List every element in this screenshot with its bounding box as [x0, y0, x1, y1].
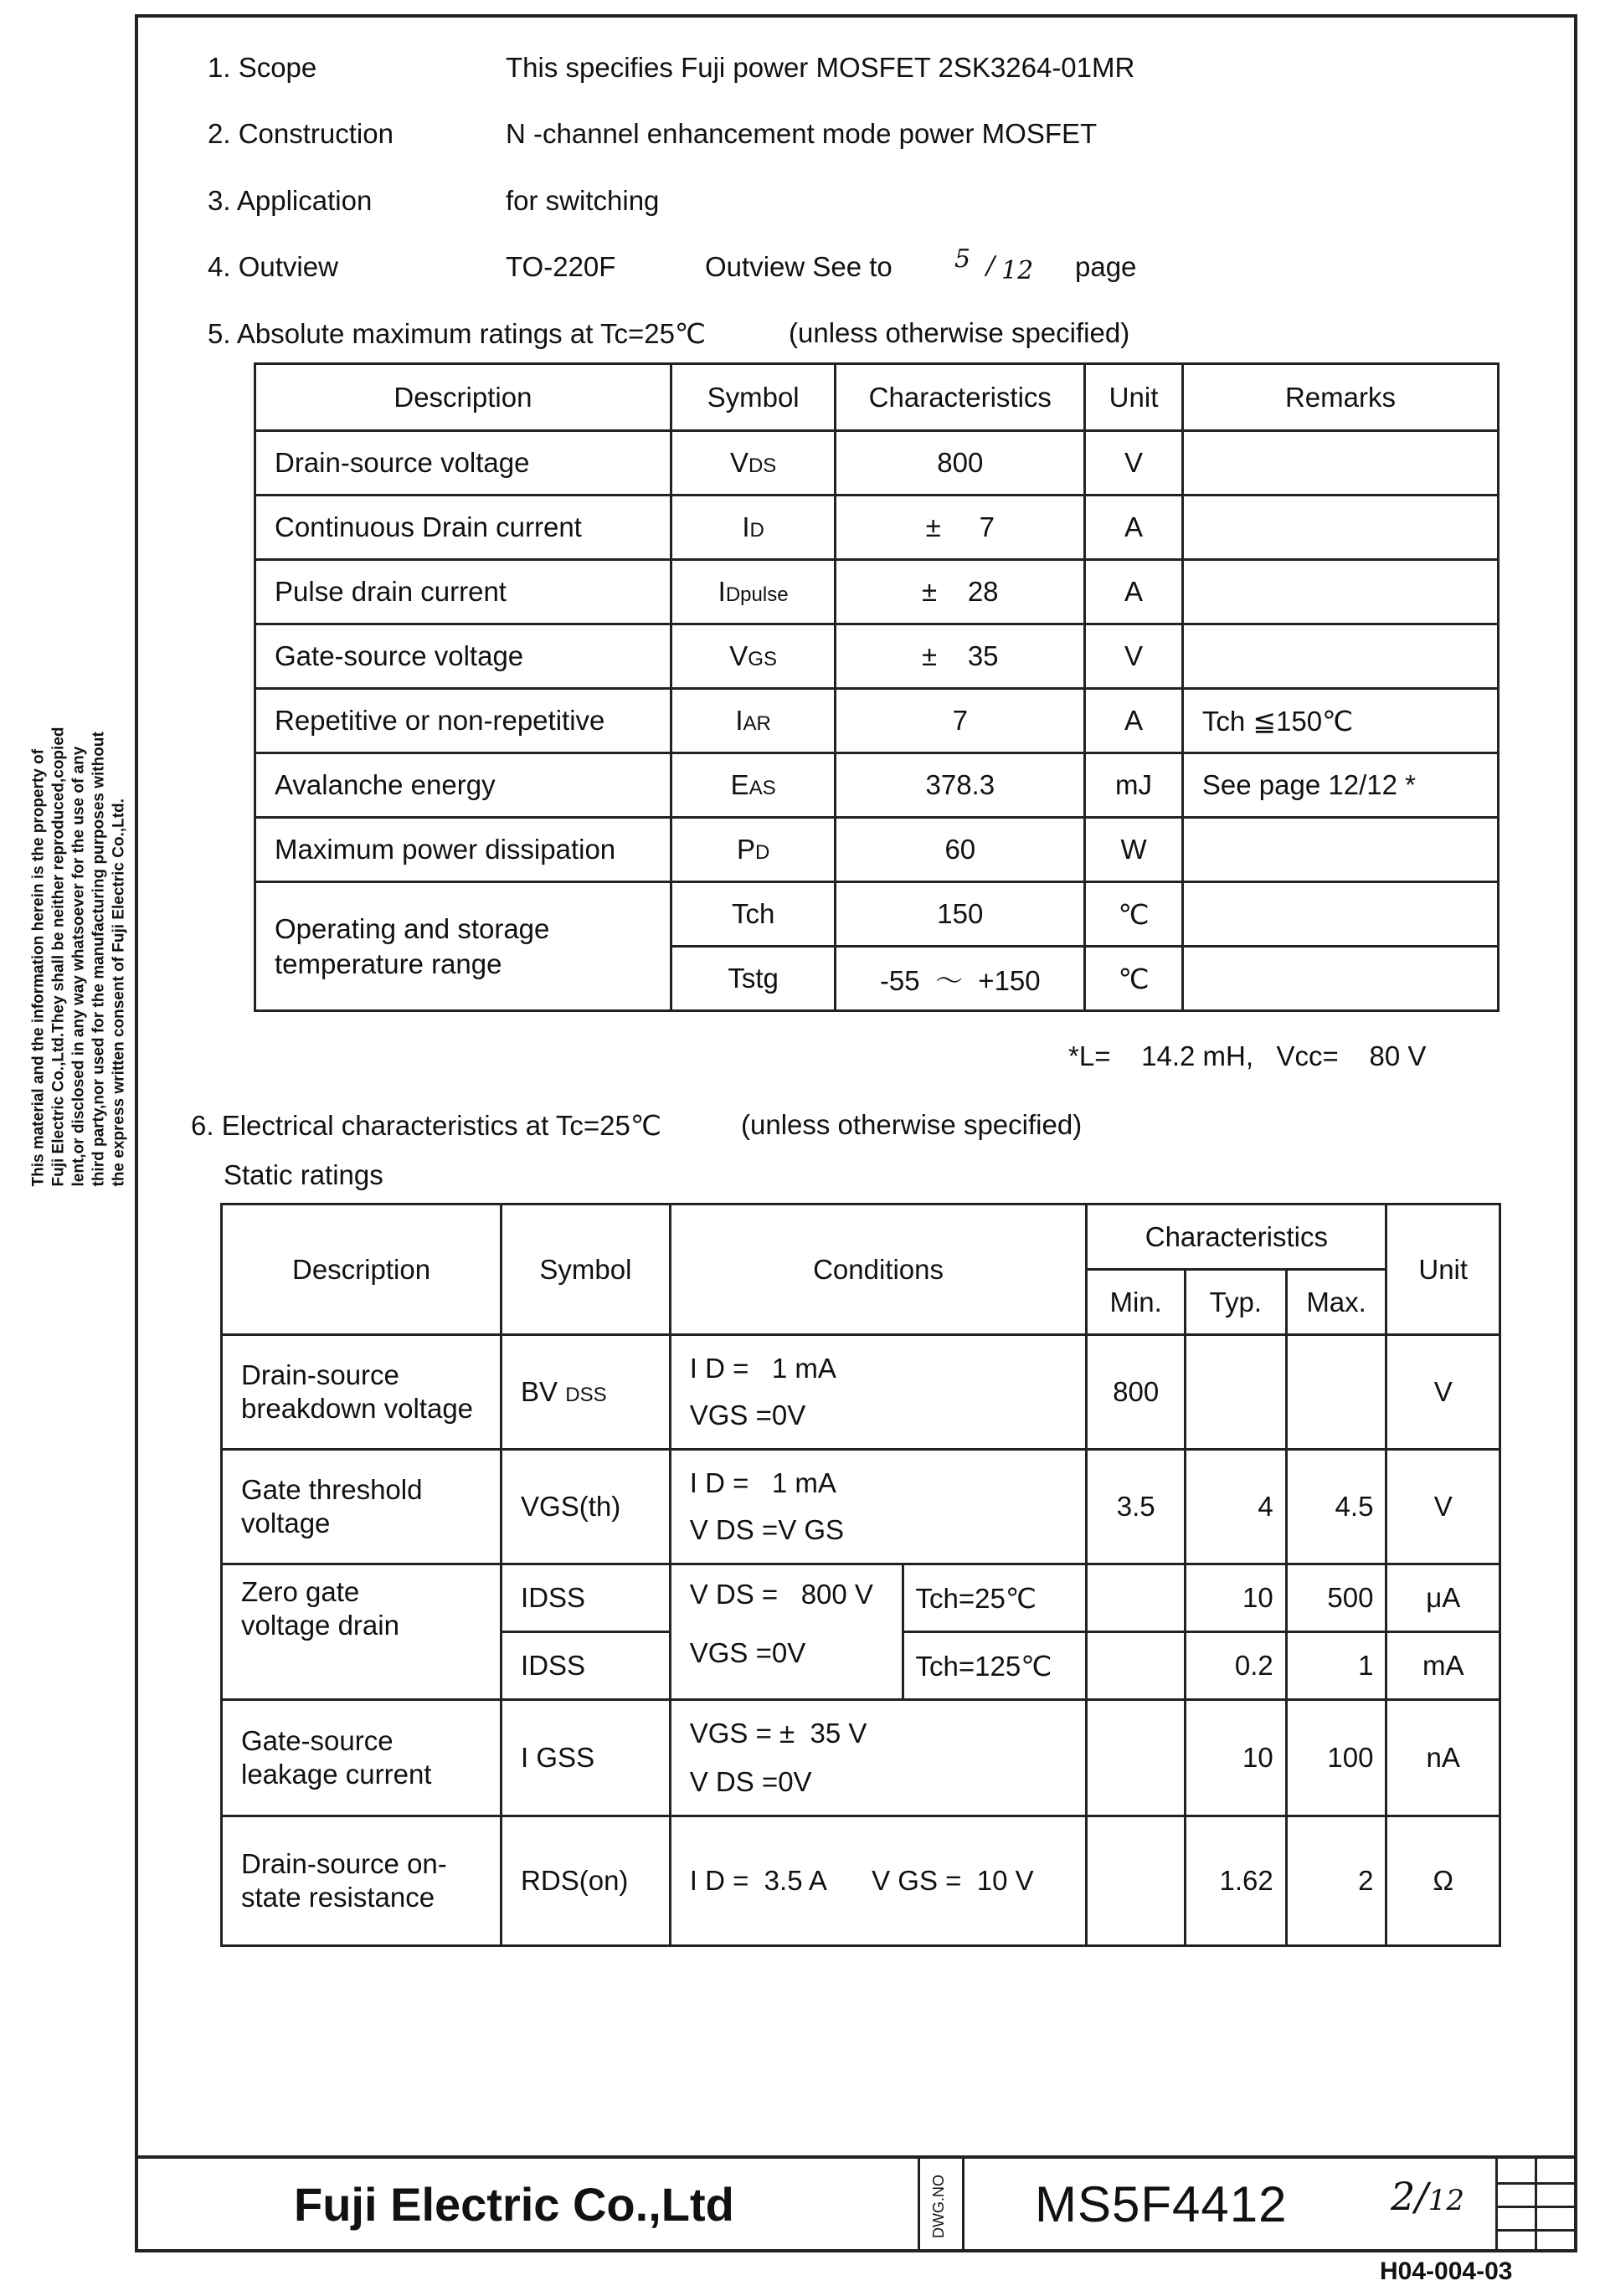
row-unit: nA	[1386, 1700, 1500, 1816]
header-unit: Unit	[1386, 1205, 1500, 1335]
row-description: Drain-source breakdown voltage	[222, 1335, 502, 1450]
header-symbol: Symbol	[671, 364, 836, 431]
application-label: 3. Application	[208, 185, 373, 216]
row-max: 1	[1286, 1632, 1386, 1700]
grid-line	[1535, 2159, 1537, 2252]
row-symbol: PD	[671, 818, 836, 882]
row-unit: ℃	[1085, 947, 1183, 1011]
row-max	[1286, 1335, 1386, 1450]
notice-line: Fuji Electric Co.,Ltd.They shall be neither reproduced,copied	[49, 727, 68, 1187]
table-row	[222, 1335, 1500, 1450]
row-max: 2	[1286, 1816, 1386, 1946]
row-remarks	[1182, 818, 1498, 882]
row-description: Pulse drain current	[255, 560, 671, 624]
row-value: 378.3	[836, 753, 1085, 818]
header-symbol: Symbol	[502, 1205, 671, 1335]
static-title: Static ratings	[224, 1159, 383, 1190]
outview-page-slash: /	[986, 251, 995, 280]
row-unit: V	[1386, 1335, 1500, 1450]
elec-title-note: (unless otherwise specified)	[741, 1109, 1083, 1140]
row-condition-temp: Tch=25℃	[903, 1564, 1087, 1632]
notice-line: lent,or disclosed in any way whatsoever for the use of any	[69, 746, 88, 1187]
drawing-number: MS5F4412	[1035, 2176, 1288, 2232]
row-symbol: IDSS	[502, 1632, 671, 1700]
row-unit: W	[1085, 818, 1183, 882]
notice-line: This material and the information herein is the property of	[29, 748, 48, 1187]
row-typ	[1185, 1335, 1286, 1450]
row-description: Avalanche energy	[255, 753, 671, 818]
outview-package: TO-220F	[506, 251, 616, 282]
row-min	[1087, 1816, 1186, 1946]
scope-label: 1. Scope	[208, 52, 317, 83]
header-unit: Unit	[1085, 364, 1183, 431]
row-symbol: VDS	[671, 431, 836, 496]
notice-line: third party,nor used for the manufacturing purposes without	[90, 732, 108, 1187]
row-min: 800	[1087, 1335, 1186, 1450]
row-symbol: ID	[671, 496, 836, 560]
row-min	[1087, 1564, 1186, 1632]
elec-title-main: 6. Electrical characteristics at Tc=25℃	[191, 1110, 661, 1141]
row-remarks	[1182, 431, 1498, 496]
grid-line	[1498, 2229, 1577, 2232]
outview-page-total: 12	[1001, 256, 1034, 285]
table-row	[222, 1700, 1500, 1816]
row-typ: 10	[1185, 1700, 1286, 1816]
row-unit: ℃	[1085, 882, 1183, 947]
absolute-ratings-table	[254, 362, 1500, 1012]
table-row	[222, 1816, 1500, 1946]
row-remarks	[1182, 624, 1498, 689]
row-symbol: VGS	[671, 624, 836, 689]
table-row	[255, 496, 1499, 560]
row-unit: mA	[1386, 1632, 1500, 1700]
header-description: Description	[222, 1205, 502, 1335]
header-description: Description	[255, 364, 671, 431]
row-max: 100	[1286, 1700, 1386, 1816]
row-symbol: RDS(on)	[502, 1816, 671, 1946]
row-min: 3.5	[1087, 1450, 1186, 1564]
row-min	[1087, 1632, 1186, 1700]
row-symbol: I GSS	[502, 1700, 671, 1816]
row-max: 500	[1286, 1564, 1386, 1632]
table-header-row	[255, 364, 1499, 431]
row-typ: 10	[1185, 1564, 1286, 1632]
row-value: -55 ～ +150	[836, 947, 1085, 1011]
row-remarks	[1182, 560, 1498, 624]
row-value: ± 7	[836, 496, 1085, 560]
row-value: ± 35	[836, 624, 1085, 689]
table-row	[255, 818, 1499, 882]
row-symbol: IDpulse	[671, 560, 836, 624]
row-min	[1087, 1700, 1186, 1816]
row-typ: 0.2	[1185, 1632, 1286, 1700]
row-remarks	[1182, 947, 1498, 1011]
outview-page-word: page	[1075, 251, 1137, 282]
row-value: ± 28	[836, 560, 1085, 624]
row-remarks	[1182, 882, 1498, 947]
header-min: Min.	[1087, 1270, 1186, 1335]
outview-label: 4. Outview	[208, 251, 338, 282]
table-row	[222, 1564, 1500, 1632]
row-remarks	[1182, 496, 1498, 560]
row-conditions: V DS = 800 V VGS =0V	[670, 1564, 903, 1700]
grid-line	[1498, 2182, 1577, 2185]
row-typ: 1.62	[1185, 1816, 1286, 1946]
row-condition-temp: Tch=125℃	[903, 1632, 1087, 1700]
row-description: Continuous Drain current	[255, 496, 671, 560]
row-conditions: I D = 1 mA V DS =V GS	[670, 1450, 1087, 1564]
title-block	[135, 2155, 1577, 2252]
row-unit: V	[1085, 431, 1183, 496]
table-row	[255, 560, 1499, 624]
row-conditions: I D = 3.5 A V GS = 10 V	[670, 1816, 1087, 1946]
table-row	[222, 1450, 1500, 1564]
table-row	[255, 882, 1499, 947]
table-row	[255, 753, 1499, 818]
row-max: 4.5	[1286, 1450, 1386, 1564]
header-max: Max.	[1286, 1270, 1386, 1335]
row-symbol: IDSS	[502, 1564, 671, 1632]
header-conditions: Conditions	[670, 1205, 1087, 1335]
dwg-label: DWG.NO	[930, 2175, 947, 2238]
row-value: 800	[836, 431, 1085, 496]
table-row	[255, 624, 1499, 689]
table-row	[255, 689, 1499, 753]
row-symbol: IAR	[671, 689, 836, 753]
grid-line	[1498, 2206, 1577, 2208]
abs-footnote: *L= 14.2 mH, Vcc= 80 V	[1068, 1040, 1427, 1071]
row-symbol: EAS	[671, 753, 836, 818]
row-description: Zero gate voltage drain	[222, 1564, 502, 1700]
row-symbol: Tstg	[671, 947, 836, 1011]
header-characteristics: Characteristics	[836, 364, 1085, 431]
page-number: 2/12	[1391, 2174, 1465, 2219]
row-description: Repetitive or non-repetitive	[255, 689, 671, 753]
row-typ: 4	[1185, 1450, 1286, 1564]
table-header-row	[222, 1205, 1500, 1270]
notice-line: the express written consent of Fuji Electric Co.,Ltd.	[110, 799, 128, 1187]
row-description: Drain-source voltage	[255, 431, 671, 496]
row-description: Operating and storage temperature range	[255, 882, 671, 1011]
table-row	[255, 431, 1499, 496]
row-unit: V	[1386, 1450, 1500, 1564]
row-description: Maximum power dissipation	[255, 818, 671, 882]
abs-title-main: 5. Absolute maximum ratings at Tc=25℃	[208, 318, 706, 349]
row-symbol: VGS(th)	[502, 1450, 671, 1564]
construction-label: 2. Construction	[208, 118, 394, 149]
row-value: 60	[836, 818, 1085, 882]
abs-title-note: (unless otherwise specified)	[789, 317, 1130, 348]
row-description: Gate-source leakage current	[222, 1700, 502, 1816]
row-value: 150	[836, 882, 1085, 947]
row-remarks: See page 12/12 *	[1182, 753, 1498, 818]
row-conditions: VGS = ± 35 V V DS =0V	[670, 1700, 1087, 1816]
row-unit: Ω	[1386, 1816, 1500, 1946]
row-conditions: I D = 1 mA VGS =0V	[670, 1335, 1087, 1450]
revision-grid	[1495, 2159, 1577, 2252]
application-value: for switching	[506, 185, 660, 216]
row-remarks: Tch ≦150℃	[1182, 689, 1498, 753]
scope-value: This specifies Fuji power MOSFET 2SK3264-01MR	[506, 52, 1135, 83]
confidentiality-notice	[29, 601, 134, 1187]
outview-page-num: 5	[954, 244, 971, 274]
row-symbol: Tch	[671, 882, 836, 947]
dwg-label-box	[918, 2159, 965, 2252]
row-unit: A	[1085, 496, 1183, 560]
row-unit: μA	[1386, 1564, 1500, 1632]
row-value: 7	[836, 689, 1085, 753]
static-ratings-table	[220, 1203, 1501, 1947]
header-remarks: Remarks	[1182, 364, 1498, 431]
row-description: Gate-source voltage	[255, 624, 671, 689]
row-unit: A	[1085, 560, 1183, 624]
form-number: H04-004-03	[1380, 2257, 1513, 2285]
row-unit: A	[1085, 689, 1183, 753]
header-typ: Typ.	[1185, 1270, 1286, 1335]
row-unit: mJ	[1085, 753, 1183, 818]
header-characteristics: Characteristics	[1087, 1205, 1386, 1270]
row-description: Gate threshold voltage	[222, 1450, 502, 1564]
company-name: Fuji Electric Co.,Ltd	[294, 2178, 734, 2231]
row-symbol: BV DSS	[502, 1335, 671, 1450]
outview-see: Outview See to	[705, 251, 893, 282]
construction-value: N -channel enhancement mode power MOSFET	[506, 118, 1098, 149]
row-description: Drain-source on- state resistance	[222, 1816, 502, 1946]
row-unit: V	[1085, 624, 1183, 689]
